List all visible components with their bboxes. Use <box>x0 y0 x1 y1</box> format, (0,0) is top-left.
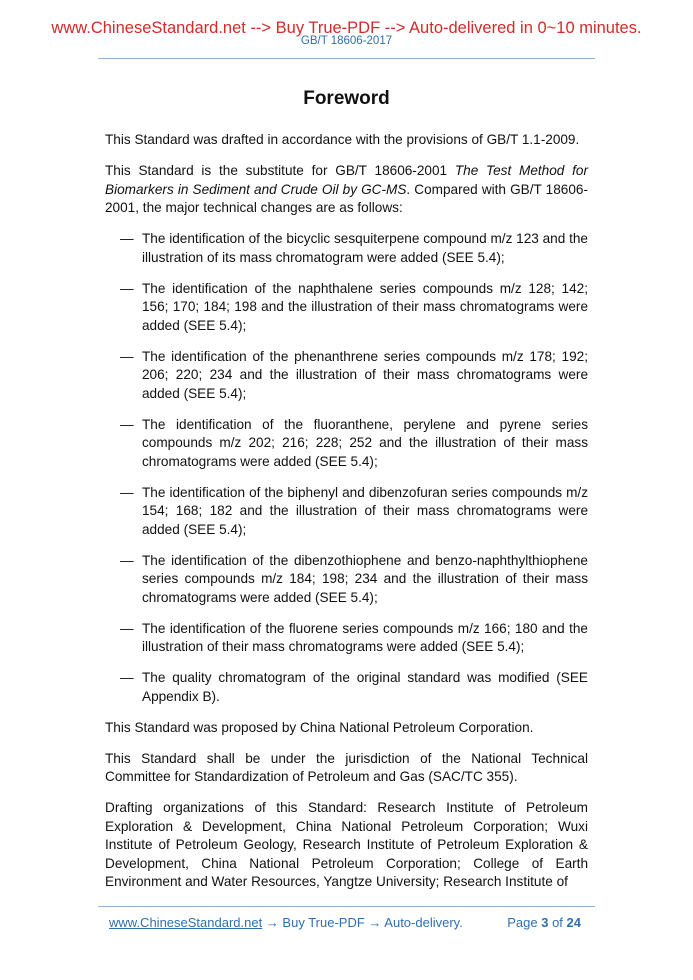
dash-bullet: — <box>120 280 134 296</box>
footer-promo <box>109 915 463 930</box>
list-item-text: The identification of the fluoranthene, perylene and pyrene series compounds m/z 202; 216; 228; 252 and the illustration of their mass chromatograms were added (SEE 5.4); <box>142 416 588 469</box>
dash-bullet: — <box>120 348 134 364</box>
list-item-text: The identification of the bicyclic sesquiterpene compound m/z 123 and the illustration of its mass chromatogram were added (SEE 5.4); <box>142 231 588 265</box>
list-item-text: The identification of the phenanthrene series compounds m/z 178; 192; 206; 220; 234 and the illustration of their mass chromatograms were added (SEE 5.4); <box>142 348 588 401</box>
dash-bullet: — <box>120 670 134 685</box>
dash-bullet: — <box>120 231 134 246</box>
footer-text: → Buy True-PDF → Auto-delivery. <box>262 915 463 930</box>
list-item <box>105 484 588 540</box>
dash-bullet: — <box>120 484 134 500</box>
paragraph: Drafting organizations of this Standard: Research Institute of Petroleum Exploration & Development, China National Petroleum Corporation; Wuxi Institute of Petroleum Geology, Research Institute of Petroleum Exploration & Development, China National Petroleum Corporation; College of Earth Environment and Water Resources, Yangtze University; Research Institute of <box>105 800 588 889</box>
of-label: of <box>548 915 567 930</box>
paragraph <box>105 162 588 218</box>
list-item <box>105 416 588 472</box>
text: . Compared with GB/T 18606-2001, the major technical changes are as follows: <box>105 181 588 215</box>
website-link[interactable]: www.ChineseStandard.net <box>109 915 263 930</box>
list-item <box>105 280 588 336</box>
current-page: 3 <box>541 915 549 930</box>
list-item-text: The quality chromatogram of the original standard was modified (SEE Appendix B). <box>142 670 588 704</box>
dash-bullet: — <box>120 416 134 432</box>
list-item-text: The identification of the fluorene series compounds m/z 166; 180 and the illustration of their mass chromatograms were added (SEE 5.4); <box>142 620 588 654</box>
total-pages: 24 <box>566 915 581 930</box>
document-title-italic: The Test Method for Biomarkers in Sediment and Crude Oil by GC-MS <box>105 163 588 197</box>
footer <box>109 915 581 930</box>
list-item <box>105 348 588 404</box>
list-item <box>105 669 588 706</box>
change-list <box>105 230 588 706</box>
standard-number: GB/T 18606-2017 <box>300 35 393 47</box>
list-item-text: The identification of the biphenyl and dibenzofuran series compounds m/z 154; 168; 182 and the illustration of their mass chromatograms were added (SEE 5.4); <box>142 484 588 537</box>
paragraph: This Standard was drafted in accordance with the provisions of GB/T 1.1-2009. <box>105 132 580 147</box>
page-title: Foreword <box>303 88 390 109</box>
page-label: Page <box>507 915 542 930</box>
promo-banner: www.ChineseStandard.net --> Buy True-PDF --> Auto-delivered in 0~10 minutes. <box>51 19 642 37</box>
list-item <box>105 620 588 657</box>
list-item-text: The identification of the naphthalene series compounds m/z 128; 142; 156; 170; 184; 198 and the illustration of their mass chromatograms were added (SEE 5.4); <box>142 280 588 333</box>
paragraph: This Standard was proposed by China National Petroleum Corporation. <box>105 719 534 735</box>
page-number <box>507 915 581 930</box>
list-item <box>105 552 588 608</box>
header-rule <box>98 58 595 59</box>
document-body <box>105 131 588 904</box>
footer-rule <box>98 906 595 907</box>
list-item-text: The identification of the dibenzothiophene and benzo-naphthylthiophene series compounds m/z 184; 198; 234 and the illustration of their mass chromatograms were added (SEE 5.4); <box>142 552 588 605</box>
text: This Standard is the substitute for GB/T 18606-2001 <box>105 163 455 178</box>
dash-bullet: — <box>120 620 134 636</box>
list-item <box>105 230 588 267</box>
dash-bullet: — <box>120 552 134 568</box>
paragraph: This Standard shall be under the jurisdiction of the National Technical Committee for Standardization of Petroleum and Gas (SAC/TC 355). <box>105 750 588 784</box>
